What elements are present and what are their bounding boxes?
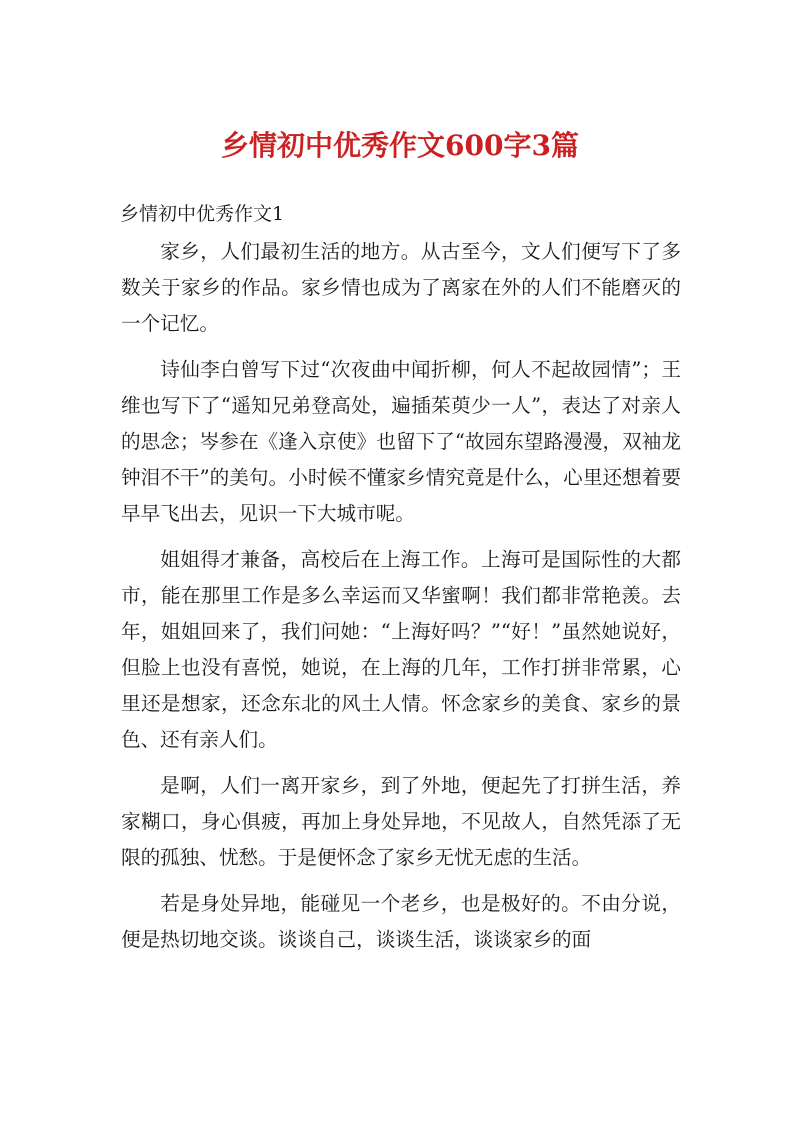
section-heading: 乡情初中优秀作文1 xyxy=(120,203,285,225)
paragraph-2: 诗仙李白曾写下过“次夜曲中闻折柳，何人不起故园情”；王维也写下了“遥知兄弟登高处，遍插茱萸少一人”，表达了对亲人的思念；岑参在《逢入京使》也留下了“故园东望路漫漫，双袖龙钟泪不干”的美句。小时候不懂家乡情究竟是什么，心里还想着要早早飞出去，见识一下大城市呢。 xyxy=(121,358,681,525)
paragraph-5: 若是身处异地，能碰见一个老乡，也是极好的。不由分说，便是热切地交谈。谈谈自己，谈谈生活，谈谈家乡的面 xyxy=(121,892,681,951)
document-title: 乡情初中优秀作文600字3篇 xyxy=(221,129,579,162)
paragraph-4: 是啊，人们一离开家乡，到了外地，便起先了打拼生活，养家糊口，身心俱疲，再加上身处异地，不见故人，自然凭添了无限的孤独、忧愁。于是便怀念了家乡无忧无虑的生活。 xyxy=(121,774,681,869)
article-body xyxy=(121,234,681,968)
paragraph-3: 姐姐得才兼备，高校后在上海工作。上海可是国际性的大都市，能在那里工作是多么幸运而又华蜜啊！我们都非常艳羡。去年，姐姐回来了，我们问她：“上海好吗？”“好！”虽然她说好，但脸上也没有喜悦，她说，在上海的几年，工作打拼非常累，心里还是想家，还念东北的风土人情。怀念家乡的美食、家乡的景色、还有亲人们。 xyxy=(121,548,681,751)
paragraph-1: 家乡，人们最初生活的地方。从古至今，文人们便写下了多数关于家乡的作品。家乡情也成为了离家在外的人们不能磨灭的一个记忆。 xyxy=(121,240,681,335)
